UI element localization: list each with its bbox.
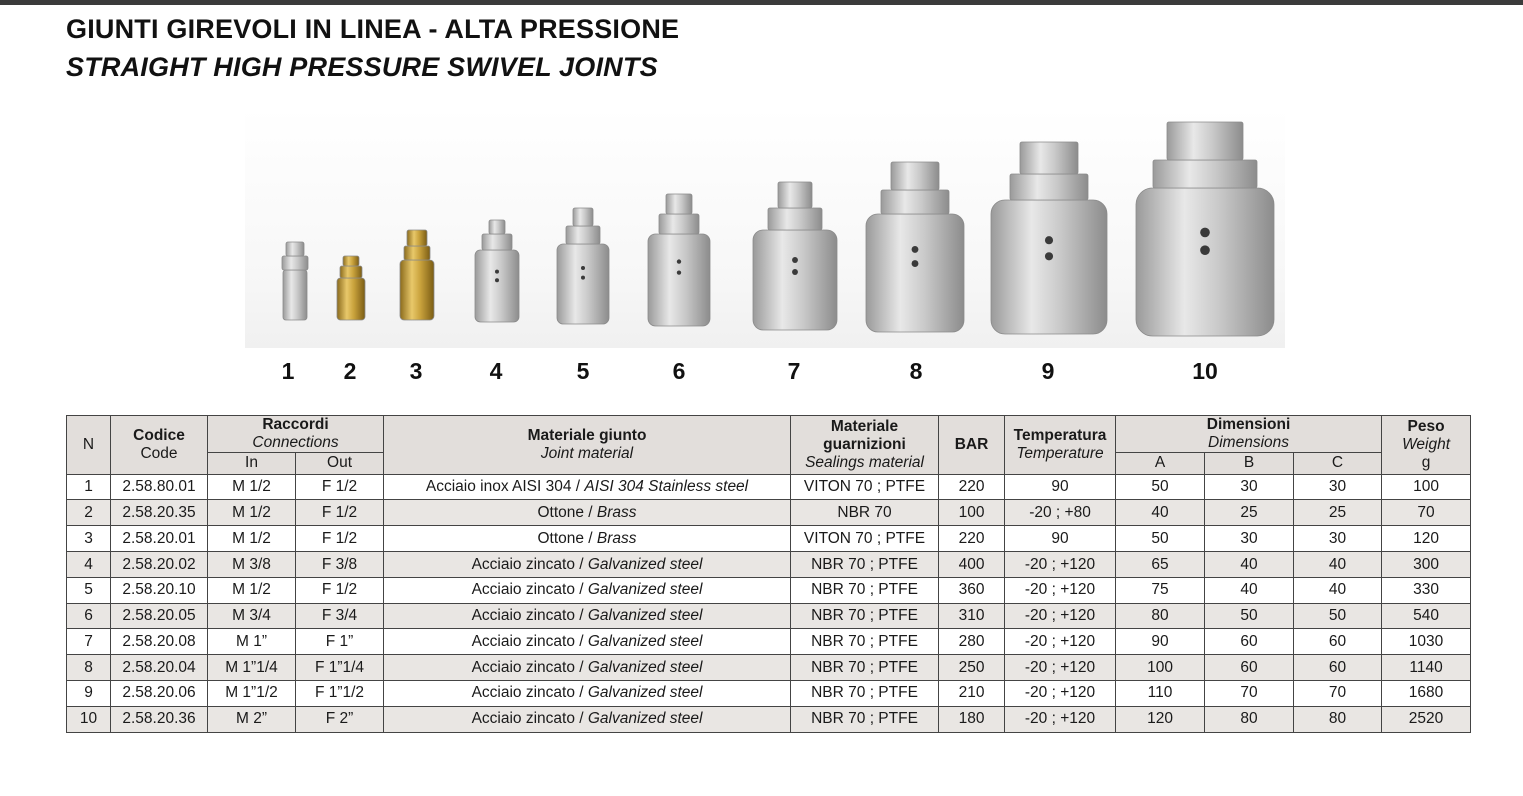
joint-hex-nut (881, 190, 949, 214)
cell-dim-a: 120 (1116, 706, 1205, 732)
cell-dim-b: 60 (1205, 629, 1294, 655)
cell-dim-a: 110 (1116, 681, 1205, 707)
cell-sealings: NBR 70 ; PTFE (791, 629, 939, 655)
cell-sealings: NBR 70 ; PTFE (791, 681, 939, 707)
cell-dim-c: 30 (1294, 526, 1382, 552)
cell-code: 2.58.20.04 (111, 655, 208, 681)
cell-joint-material: Acciaio zincato / Galvanized steel (384, 629, 791, 655)
table-row (67, 629, 1471, 655)
cell-weight: 120 (1382, 526, 1471, 552)
cell-sealings: VITON 70 ; PTFE (791, 474, 939, 500)
vent-hole (1045, 236, 1053, 244)
col-temperature: Temperatura Temperature (1005, 416, 1116, 475)
vent-hole (1200, 245, 1210, 255)
vent-hole (792, 257, 798, 263)
joint-hex-nut (282, 256, 308, 270)
product-label-4: 4 (489, 358, 503, 384)
cell-weight: 330 (1382, 577, 1471, 603)
cell-temperature: -20 ; +120 (1005, 603, 1116, 629)
joint-body (991, 200, 1107, 334)
cell-bar: 220 (939, 474, 1005, 500)
col-conn-in: In (208, 452, 296, 474)
product-label-5: 5 (576, 358, 590, 384)
product-label-6: 6 (672, 358, 686, 384)
col-code: Codice Code (111, 416, 208, 475)
joint-body (648, 234, 710, 326)
joint-body (283, 270, 307, 320)
cell-weight: 1680 (1382, 681, 1471, 707)
table-row (67, 474, 1471, 500)
cell-dim-a: 75 (1116, 577, 1205, 603)
cell-in: M 1/2 (208, 500, 296, 526)
cell-dim-c: 80 (1294, 706, 1382, 732)
col-dim-b: B (1205, 452, 1294, 474)
cell-n: 7 (67, 629, 111, 655)
cell-in: M 1/2 (208, 577, 296, 603)
cell-n: 6 (67, 603, 111, 629)
cell-bar: 280 (939, 629, 1005, 655)
page-subtitle: STRAIGHT HIGH PRESSURE SWIVEL JOINTS (66, 52, 658, 82)
cell-code: 2.58.20.08 (111, 629, 208, 655)
joint-thread (1167, 122, 1243, 160)
cell-dim-b: 60 (1205, 655, 1294, 681)
vent-hole (1200, 228, 1210, 238)
cell-dim-c: 30 (1294, 474, 1382, 500)
col-conn-out: Out (296, 452, 384, 474)
cell-sealings: NBR 70 ; PTFE (791, 577, 939, 603)
joint-hex-nut (340, 266, 362, 278)
cell-temperature: -20 ; +120 (1005, 552, 1116, 578)
cell-n: 1 (67, 474, 111, 500)
joint-hex-nut (566, 226, 600, 244)
table-row (67, 655, 1471, 681)
cell-joint-material: Acciaio zincato / Galvanized steel (384, 603, 791, 629)
cell-out: F 1”1/4 (296, 655, 384, 681)
vent-hole (495, 278, 499, 282)
cell-temperature: -20 ; +120 (1005, 629, 1116, 655)
page-title: GIUNTI GIREVOLI IN LINEA - ALTA PRESSIONE (66, 14, 680, 44)
cell-weight: 2520 (1382, 706, 1471, 732)
vent-hole (581, 276, 585, 280)
cell-temperature: -20 ; +80 (1005, 500, 1116, 526)
cell-out: F 1” (296, 629, 384, 655)
table-row (67, 706, 1471, 732)
cell-dim-c: 25 (1294, 500, 1382, 526)
cell-temperature: -20 ; +120 (1005, 681, 1116, 707)
cell-bar: 180 (939, 706, 1005, 732)
product-label-2: 2 (343, 358, 357, 384)
cell-temperature: -20 ; +120 (1005, 655, 1116, 681)
cell-code: 2.58.20.06 (111, 681, 208, 707)
cell-n: 8 (67, 655, 111, 681)
swivel-joint-4 (475, 220, 519, 322)
cell-temperature: 90 (1005, 526, 1116, 552)
joint-thread (573, 208, 593, 226)
product-label-10: 10 (1192, 358, 1218, 384)
col-dim-a: A (1116, 452, 1205, 474)
cell-bar: 400 (939, 552, 1005, 578)
table-header (67, 416, 1471, 475)
cell-dim-c: 60 (1294, 655, 1382, 681)
swivel-joint-1 (282, 242, 308, 320)
joint-body (866, 214, 964, 332)
joint-thread (407, 230, 427, 246)
cell-joint-material: Acciaio zincato / Galvanized steel (384, 706, 791, 732)
col-connections: Raccordi Connections (208, 416, 384, 453)
swivel-joints-illustration (245, 108, 1285, 348)
cell-sealings: NBR 70 ; PTFE (791, 603, 939, 629)
product-label-7: 7 (787, 358, 801, 384)
cell-dim-c: 50 (1294, 603, 1382, 629)
cell-dim-b: 70 (1205, 681, 1294, 707)
joint-body (753, 230, 837, 330)
joint-hex-nut (659, 214, 699, 234)
cell-n: 9 (67, 681, 111, 707)
cell-weight: 70 (1382, 500, 1471, 526)
cell-out: F 1/2 (296, 500, 384, 526)
cell-n: 4 (67, 552, 111, 578)
cell-n: 10 (67, 706, 111, 732)
cell-temperature: -20 ; +120 (1005, 706, 1116, 732)
cell-sealings: VITON 70 ; PTFE (791, 526, 939, 552)
cell-in: M 1”1/2 (208, 681, 296, 707)
table-row (67, 500, 1471, 526)
cell-weight: 540 (1382, 603, 1471, 629)
cell-joint-material: Acciaio inox AISI 304 / AISI 304 Stainless steel (384, 474, 791, 500)
cell-dim-c: 40 (1294, 552, 1382, 578)
joint-hex-nut (1010, 174, 1088, 200)
cell-joint-material: Ottone / Brass (384, 526, 791, 552)
cell-in: M 2” (208, 706, 296, 732)
cell-out: F 3/8 (296, 552, 384, 578)
cell-joint-material: Acciaio zincato / Galvanized steel (384, 577, 791, 603)
joint-thread (891, 162, 939, 190)
cell-code: 2.58.20.01 (111, 526, 208, 552)
joint-hex-nut (482, 234, 512, 250)
joint-thread (666, 194, 692, 214)
cell-dim-b: 80 (1205, 706, 1294, 732)
vent-hole (792, 269, 798, 275)
cell-dim-c: 40 (1294, 577, 1382, 603)
swivel-joint-3 (400, 230, 434, 320)
cell-dim-a: 65 (1116, 552, 1205, 578)
vent-hole (912, 260, 919, 267)
cell-bar: 250 (939, 655, 1005, 681)
cell-dim-a: 80 (1116, 603, 1205, 629)
joint-thread (778, 182, 812, 208)
cell-out: F 1”1/2 (296, 681, 384, 707)
cell-bar: 360 (939, 577, 1005, 603)
swivel-joint-6 (648, 194, 710, 326)
cell-sealings: NBR 70 ; PTFE (791, 655, 939, 681)
vent-hole (677, 259, 681, 263)
cell-dim-a: 90 (1116, 629, 1205, 655)
product-label-8: 8 (909, 358, 923, 384)
cell-bar: 220 (939, 526, 1005, 552)
col-sealings-material: Materiale guarnizioni Sealings material (791, 416, 939, 475)
swivel-joint-7 (753, 182, 837, 330)
table-row (67, 603, 1471, 629)
cell-bar: 210 (939, 681, 1005, 707)
product-label-1: 1 (281, 358, 295, 384)
cell-out: F 2” (296, 706, 384, 732)
table-body (67, 474, 1471, 732)
cell-dim-a: 50 (1116, 526, 1205, 552)
cell-dim-b: 30 (1205, 526, 1294, 552)
cell-dim-a: 40 (1116, 500, 1205, 526)
table-row (67, 526, 1471, 552)
cell-dim-b: 40 (1205, 577, 1294, 603)
cell-dim-b: 25 (1205, 500, 1294, 526)
vent-hole (581, 266, 585, 270)
cell-sealings: NBR 70 ; PTFE (791, 552, 939, 578)
cell-sealings: NBR 70 ; PTFE (791, 706, 939, 732)
cell-weight: 300 (1382, 552, 1471, 578)
cell-out: F 1/2 (296, 577, 384, 603)
vent-hole (677, 270, 681, 274)
vent-hole (912, 246, 919, 253)
col-dimensions: Dimensioni Dimensions (1116, 416, 1382, 453)
cell-temperature: -20 ; +120 (1005, 577, 1116, 603)
cell-joint-material: Acciaio zincato / Galvanized steel (384, 552, 791, 578)
cell-weight: 1140 (1382, 655, 1471, 681)
swivel-joint-9 (991, 142, 1107, 334)
swivel-joint-2 (337, 256, 365, 320)
cell-n: 3 (67, 526, 111, 552)
joint-thread (1020, 142, 1078, 174)
cell-code: 2.58.20.36 (111, 706, 208, 732)
col-joint-material: Materiale giunto Joint material (384, 416, 791, 475)
swivel-joint-10 (1136, 122, 1274, 336)
cell-bar: 310 (939, 603, 1005, 629)
cell-weight: 100 (1382, 474, 1471, 500)
cell-n: 5 (67, 577, 111, 603)
cell-in: M 1/2 (208, 526, 296, 552)
cell-code: 2.58.20.10 (111, 577, 208, 603)
cell-joint-material: Ottone / Brass (384, 500, 791, 526)
cell-in: M 1” (208, 629, 296, 655)
cell-code: 2.58.80.01 (111, 474, 208, 500)
joint-hex-nut (404, 246, 430, 260)
cell-dim-a: 50 (1116, 474, 1205, 500)
cell-in: M 1/2 (208, 474, 296, 500)
cell-joint-material: Acciaio zincato / Galvanized steel (384, 681, 791, 707)
joint-body (400, 260, 434, 320)
joint-hex-nut (768, 208, 822, 230)
table-row (67, 577, 1471, 603)
product-label-9: 9 (1041, 358, 1055, 384)
cell-joint-material: Acciaio zincato / Galvanized steel (384, 655, 791, 681)
cell-bar: 100 (939, 500, 1005, 526)
cell-dim-a: 100 (1116, 655, 1205, 681)
cell-out: F 3/4 (296, 603, 384, 629)
cell-dim-b: 30 (1205, 474, 1294, 500)
cell-dim-c: 70 (1294, 681, 1382, 707)
cell-dim-c: 60 (1294, 629, 1382, 655)
cell-out: F 1/2 (296, 526, 384, 552)
joint-body (475, 250, 519, 322)
table-row (67, 552, 1471, 578)
col-n: N (67, 416, 111, 475)
cell-in: M 3/4 (208, 603, 296, 629)
joint-body (1136, 188, 1274, 336)
cell-in: M 1”1/4 (208, 655, 296, 681)
swivel-joint-5 (557, 208, 609, 324)
cell-code: 2.58.20.02 (111, 552, 208, 578)
cell-temperature: 90 (1005, 474, 1116, 500)
cell-code: 2.58.20.05 (111, 603, 208, 629)
joint-hex-nut (1153, 160, 1257, 188)
joint-body (337, 278, 365, 320)
joint-thread (286, 242, 304, 256)
joint-thread (489, 220, 505, 234)
product-photo (245, 108, 1285, 348)
cell-dim-b: 40 (1205, 552, 1294, 578)
cell-out: F 1/2 (296, 474, 384, 500)
product-label-3: 3 (409, 358, 423, 384)
cell-code: 2.58.20.35 (111, 500, 208, 526)
col-weight: Peso Weight g (1382, 416, 1471, 475)
joint-body (557, 244, 609, 324)
top-rule (0, 0, 1523, 5)
cell-sealings: NBR 70 (791, 500, 939, 526)
cell-dim-b: 50 (1205, 603, 1294, 629)
spec-table (66, 415, 1471, 733)
joint-thread (343, 256, 359, 266)
vent-hole (495, 270, 499, 274)
cell-in: M 3/8 (208, 552, 296, 578)
col-dim-c: C (1294, 452, 1382, 474)
table-row (67, 681, 1471, 707)
swivel-joint-8 (866, 162, 964, 332)
cell-n: 2 (67, 500, 111, 526)
vent-hole (1045, 252, 1053, 260)
cell-weight: 1030 (1382, 629, 1471, 655)
col-bar: BAR (939, 416, 1005, 475)
